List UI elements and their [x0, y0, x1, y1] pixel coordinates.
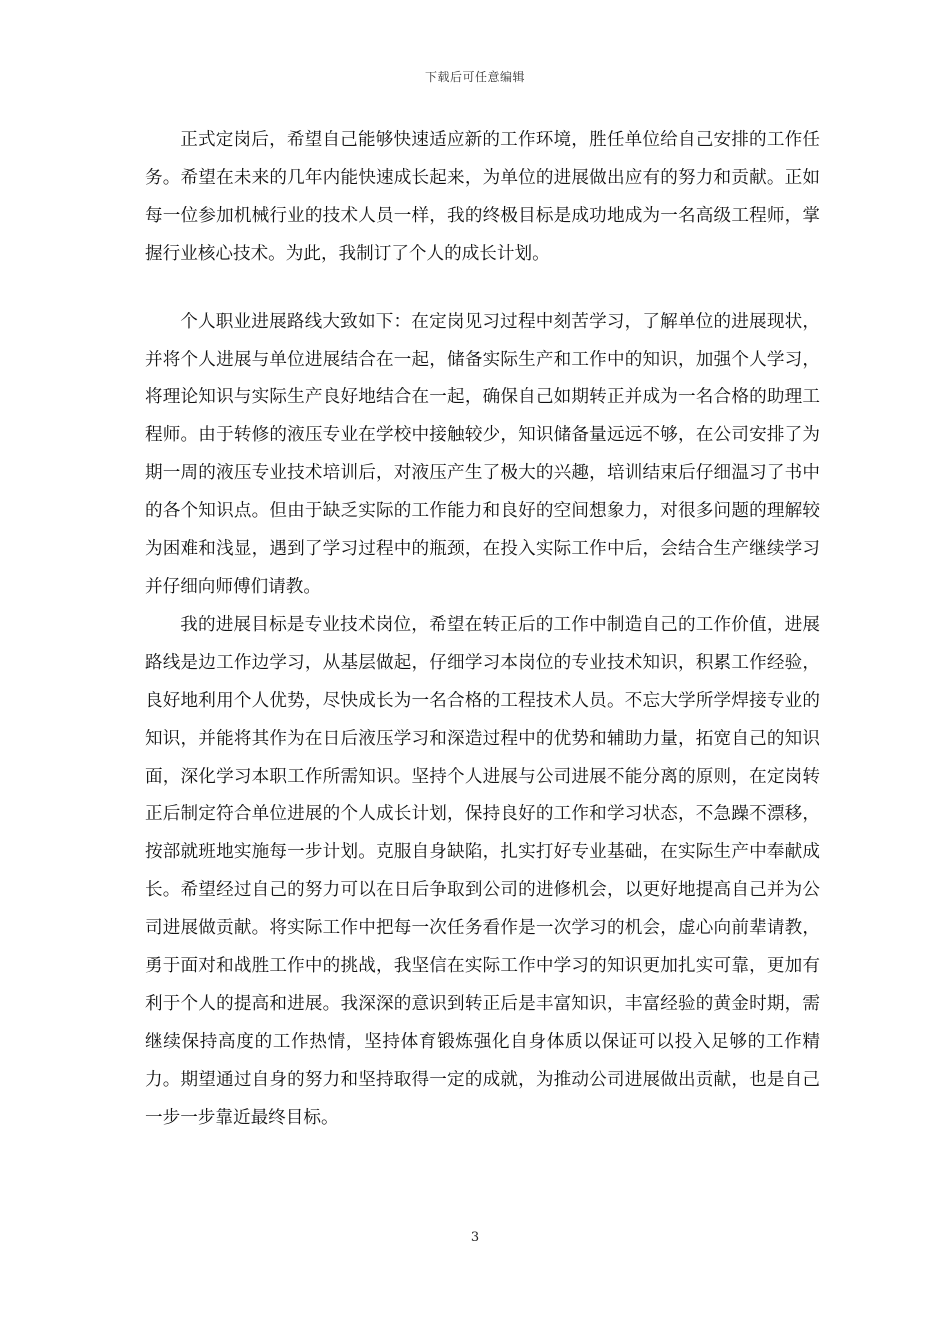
document-body: [145, 122, 820, 1138]
paragraph-3: 我的进展目标是专业技术岗位，希望在转正后的工作中制造自己的工作价值，进展路线是边工作边学习，从基层做起，仔细学习本岗位的专业技术知识，积累工作经验，良好地利用个人优势，尽快成长为一名合格的工程技术人员。不忘大学所学焊接专业的知识，并能将其作为在日后液压学习和深造过程中的优势和辅助力量，拓宽自己的知识面，深化学习本职工作所需知识。坚持个人进展与公司进展不能分离的原则，在定岗转正后制定符合单位进展的个人成长计划，保持良好的工作和学习状态，不急躁不漂移，按部就班地实施每一步计划。克服自身缺陷，扎实打好专业基础，在实际生产中奉献成长。希望经过自己的努力可以在日后争取到公司的进修机会，以更好地提高自己并为公司进展做贡献。将实际工作中把每一次任务看作是一次学习的机会，虚心向前辈请教，勇于面对和战胜工作中的挑战，我坚信在实际工作中学习的知识更加扎实可靠，更加有利于个人的提高和进展。我深深的意识到转正后是丰富知识，丰富经验的黄金时期，需继续保持高度的工作热情，坚持体育锻炼强化自身体质以保证可以投入足够的工作精力。期望通过自身的努力和坚持取得一定的成就，为推动公司进展做出贡献，也是自己一步一步靠近最终目标。: [145, 614, 820, 1128]
page-number: 3: [470, 1230, 480, 1245]
paragraph-2: 个人职业进展路线大致如下：在定岗见习过程中刻苦学习，了解单位的进展现状，并将个人进展与单位进展结合在一起，储备实际生产和工作中的知识，加强个人学习，将理论知识与实际生产良好地结合在一起，确保自己如期转正并成为一名合格的助理工程师。由于转修的液压专业在学校中接触较少，知识储备量远远不够，在公司安排了为期一周的液压专业技术培训后，对液压产生了极大的兴趣，培训结束后仔细温习了书中的各个知识点。但由于缺乏实际的工作能力和良好的空间想象力，对很多问题的理解较为困难和浅显，遇到了学习过程中的瓶颈，在投入实际工作中后，会结合生产继续学习并仔细向师傅们请教。: [145, 311, 820, 597]
page-header: 下载后可任意编辑: [424, 70, 525, 84]
paragraph-1: 正式定岗后，希望自己能够快速适应新的工作环境，胜任单位给自己安排的工作任务。希望在未来的几年内能快速成长起来，为单位的进展做出应有的努力和贡献。正如每一位参加机械行业的技术人员一样，我的终极目标是成功地成为一名高级工程师，掌握行业核心技术。为此，我制订了个人的成长计划。: [145, 130, 820, 264]
